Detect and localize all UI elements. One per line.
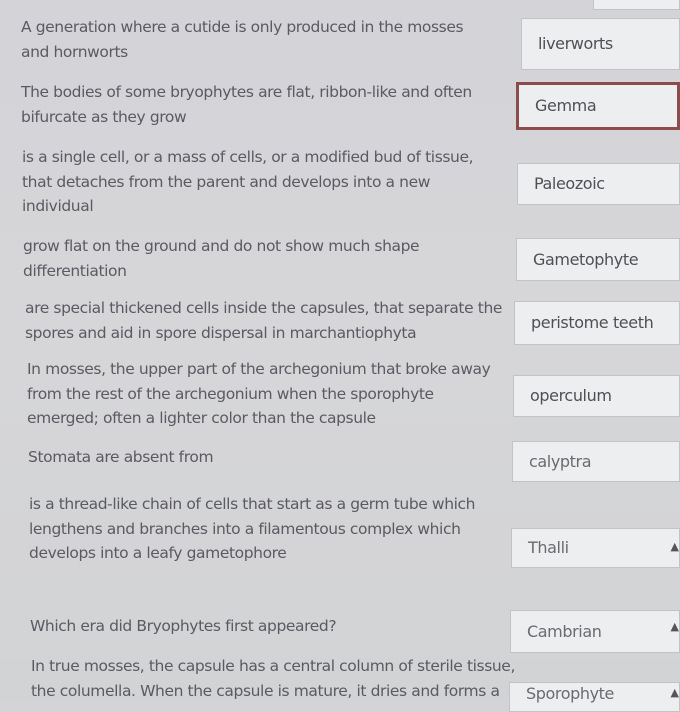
answer-card-operculum[interactable]: operculum [513, 375, 680, 417]
answer-card-thalli[interactable]: Thalli [511, 528, 680, 568]
answer-card-calyptra[interactable]: calyptra [512, 441, 680, 482]
answer-card-liverworts[interactable]: liverworts [521, 18, 680, 70]
previous-answer-card-edge [593, 0, 680, 10]
prompt-item: is a single cell, or a mass of cells, or a modified bud of tissue, that detaches from the parent and develops into a new individual [22, 148, 474, 215]
prompt-item: grow flat on the ground and do not show much shape differentiation [23, 237, 420, 280]
answer-card-paleozoic[interactable]: Paleozoic [517, 163, 680, 205]
answer-card-cambrian[interactable]: Cambrian [510, 610, 680, 653]
prompt-item: The bodies of some bryophytes are flat, ribbon-like and often bifurcate as they grow [21, 83, 472, 126]
drag-handle-icon[interactable]: ▲ [670, 686, 679, 699]
drag-handle-icon[interactable]: ▲ [670, 540, 679, 553]
answer-card-gemma[interactable]: Gemma [516, 82, 680, 130]
prompt-item: In true mosses, the capsule has a central column of sterile tissue, the columella. When the capsule is mature, it dries and forms a [31, 657, 515, 700]
drag-handle-icon[interactable]: ▲ [670, 620, 679, 633]
answer-card-sporophyte[interactable]: Sporophyte [509, 682, 680, 712]
answer-card-peristome-teeth[interactable]: peristome teeth [514, 301, 680, 345]
prompt-item: Stomata are absent from [28, 448, 214, 466]
answer-card-gametophyte[interactable]: Gametophyte [516, 238, 680, 281]
prompt-item: Which era did Bryophytes first appeared? [30, 617, 337, 635]
prompt-item: is a thread-like chain of cells that start as a germ tube which lengthens and branches into a filamentous complex which develops into a leafy gametophore [29, 495, 476, 562]
prompt-item: A generation where a cutide is only produced in the mosses and hornworts [21, 18, 464, 61]
prompt-item: In mosses, the upper part of the archegonium that broke away from the rest of the archegonium when the sporophyte emerged; often a lighter color than the capsule [27, 360, 491, 427]
prompt-item: are special thickened cells inside the capsules, that separate the spores and aid in spore dispersal in marchantiophyta [25, 299, 503, 342]
